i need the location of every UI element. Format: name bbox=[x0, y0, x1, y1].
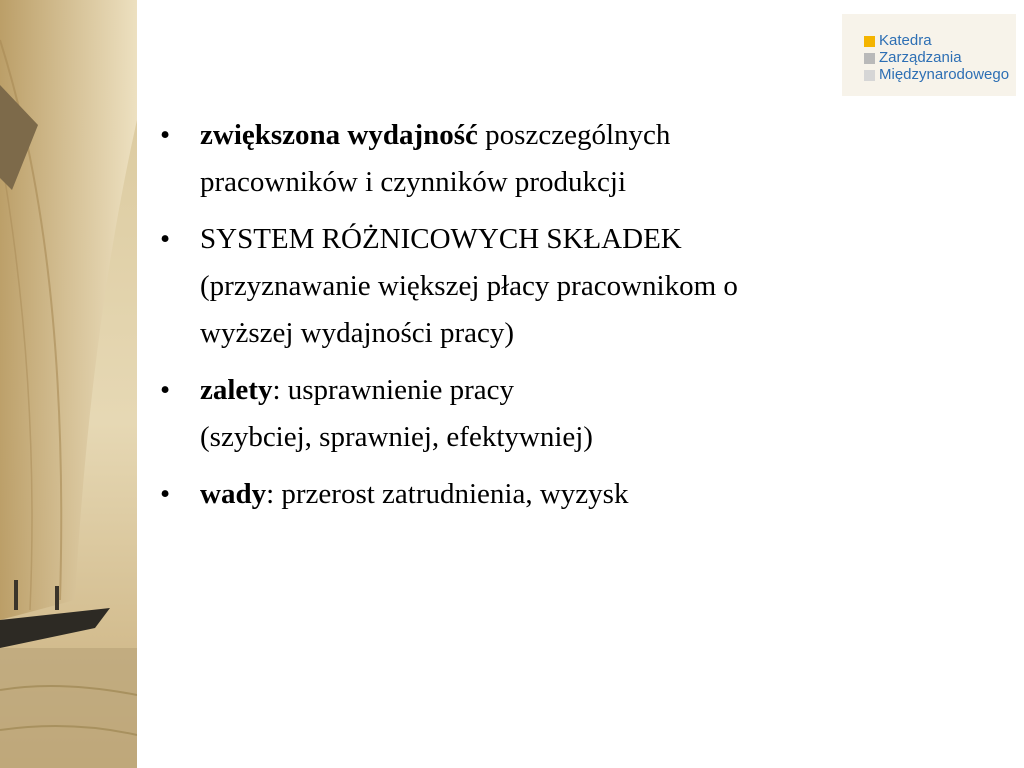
bullet-item bbox=[160, 367, 980, 461]
logo-line-1: Katedra bbox=[879, 32, 932, 49]
bullet-text: poszczególnych bbox=[477, 119, 671, 151]
bullet-continuation: pracowników i czynników produkcji bbox=[200, 166, 627, 198]
bullet-item bbox=[160, 216, 980, 357]
bullet-item bbox=[160, 471, 980, 518]
logo-line-3: Międzynarodowego bbox=[879, 66, 1010, 83]
bullet-bold-text: zwiększona wydajność bbox=[200, 119, 478, 151]
sailboat-photo bbox=[0, 0, 137, 768]
bullet-item bbox=[160, 112, 980, 206]
bullet-text: SYSTEM RÓŻNICOWYCH SKŁADEK bbox=[200, 223, 682, 255]
bullet-text: : usprawnienie pracy bbox=[272, 374, 515, 406]
bullet-continuation: (szybciej, sprawniej, efektywniej) bbox=[200, 421, 593, 453]
bullet-continuation: (przyznawanie większej płacy pracownikom o bbox=[200, 270, 738, 302]
bullet-list bbox=[160, 112, 980, 528]
logo-line-2: Zarządzania bbox=[879, 49, 962, 66]
bullet-bold-text: wady bbox=[200, 478, 267, 510]
bullet-text: : przerost zatrudnienia, wyzysk bbox=[266, 478, 629, 510]
bullet-bold-text: zalety bbox=[200, 374, 273, 406]
logo-square-lightgray bbox=[864, 70, 875, 81]
department-logo bbox=[842, 14, 1016, 96]
logo-square-gray bbox=[864, 53, 875, 64]
bullet-continuation: wyższej wydajności pracy) bbox=[200, 317, 515, 349]
logo-square-yellow bbox=[864, 36, 875, 47]
